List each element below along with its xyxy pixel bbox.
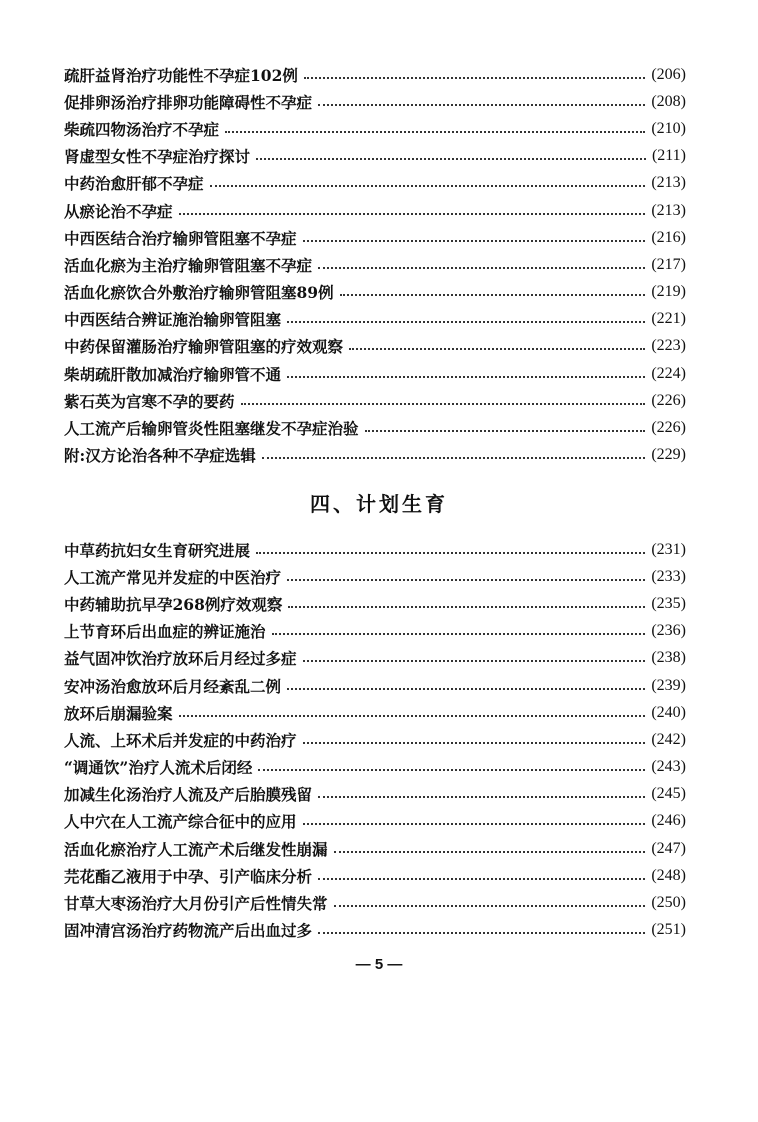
toc-entry-page: (231) <box>651 540 686 558</box>
toc-entry-title: 上节育环后出血症的辨证施治 <box>64 622 266 642</box>
dot-leader <box>179 213 646 215</box>
toc-entry <box>64 360 686 387</box>
dot-leader <box>303 240 646 242</box>
toc-entry <box>64 590 686 617</box>
toc-entry-page: (250) <box>651 894 686 912</box>
dot-leader <box>318 267 645 269</box>
dot-leader <box>318 796 645 798</box>
dot-leader <box>303 823 646 825</box>
dot-leader <box>303 742 646 744</box>
toc-entry-title: 从瘀论治不孕症 <box>64 201 173 221</box>
dot-leader <box>258 769 645 771</box>
toc-entry-title: 益气固冲饮治疗放环后月经过多症 <box>64 649 297 669</box>
dot-leader <box>303 660 646 662</box>
toc-entry <box>64 61 686 88</box>
dot-leader <box>340 294 646 296</box>
toc-entry <box>64 808 686 835</box>
dot-leader <box>318 104 645 106</box>
dot-leader <box>287 321 645 323</box>
toc-entry <box>64 414 686 441</box>
toc-entry <box>64 88 686 115</box>
toc-entry-page: (251) <box>651 921 686 939</box>
page-number: — 5 — <box>355 956 403 973</box>
toc-entry-page: (233) <box>651 567 686 585</box>
toc-entry-page: (217) <box>651 255 686 273</box>
toc-entry-page: (238) <box>651 649 686 667</box>
toc-entry <box>64 618 686 645</box>
toc-entry-title: 固冲清宫汤治疗药物流产后出血过多 <box>64 921 313 941</box>
dot-leader <box>272 633 646 635</box>
toc-entry <box>64 442 686 469</box>
dot-leader <box>241 403 646 405</box>
toc-entry-title: 安冲汤治愈放环后月经紊乱二例 <box>64 676 282 696</box>
dot-leader <box>287 376 645 378</box>
dot-leader <box>334 851 646 853</box>
dot-leader <box>318 878 645 880</box>
dot-leader <box>256 552 645 554</box>
toc-entry-page: (239) <box>651 676 686 694</box>
toc-entry-title: 活血化瘀治疗人工流产术后继发性崩漏 <box>64 839 328 859</box>
toc-entry <box>64 699 686 726</box>
toc-entry-page: (216) <box>651 228 686 246</box>
toc-entry-title: 肾虚型女性不孕症治疗探讨 <box>64 147 251 167</box>
toc-entry-title: 甘草大枣汤治疗大月份引产后性情失常 <box>64 894 328 914</box>
dot-leader <box>287 579 645 581</box>
toc-entry <box>64 645 686 672</box>
toc-entry-page: (235) <box>651 594 686 612</box>
toc-entry <box>64 197 686 224</box>
toc-entry-page: (226) <box>651 419 686 437</box>
toc-entry-title: 柴胡疏肝散加减治疗输卵管不通 <box>64 364 282 384</box>
dot-leader <box>304 77 645 79</box>
toc-entry <box>64 563 686 590</box>
toc-entry-page: (242) <box>651 730 686 748</box>
toc-entry <box>64 143 686 170</box>
toc-entry-page: (221) <box>651 310 686 328</box>
toc-entry-page: (219) <box>651 283 686 301</box>
toc-entry <box>64 862 686 889</box>
toc-entry-page: (243) <box>651 758 686 776</box>
toc-entry-page: (211) <box>651 147 686 165</box>
toc-entry-page: (206) <box>651 65 686 83</box>
toc-entry-title: 中西医结合治疗输卵管阻塞不孕症 <box>64 228 297 248</box>
toc-entry <box>64 251 686 278</box>
toc-entry-title: 活血化瘀饮合外敷治疗输卵管阻塞89例 <box>64 283 334 303</box>
toc-entry-page: (245) <box>651 785 686 803</box>
toc-entry-page: (229) <box>651 446 686 464</box>
toc-entry-title: 柴疏四物汤治疗不孕症 <box>64 119 220 139</box>
dot-leader <box>318 932 645 934</box>
toc-entry-page: (248) <box>651 866 686 884</box>
toc-entry-title: 中草药抗妇女生育研究进展 <box>64 540 251 560</box>
toc-entry-page: (208) <box>651 92 686 110</box>
toc-entry-title: 人流、上环术后并发症的中药治疗 <box>64 730 297 750</box>
toc-entry-title: 加减生化汤治疗人流及产后胎膜残留 <box>64 785 313 805</box>
toc-entry <box>64 889 686 916</box>
toc-entry-title: 放环后崩漏验案 <box>64 703 173 723</box>
toc-entry-page: (226) <box>651 391 686 409</box>
toc-entry <box>64 672 686 699</box>
toc-entry-title: 人工流产后输卵管炎性阻塞继发不孕症治验 <box>64 419 359 439</box>
toc-entry-title: 人中穴在人工流产综合征中的应用 <box>64 812 297 832</box>
toc-entry <box>64 917 686 944</box>
toc-entry <box>64 170 686 197</box>
toc-entry <box>64 306 686 333</box>
dot-leader <box>288 606 645 608</box>
dot-leader <box>179 715 646 717</box>
toc-entry-title: “调通饮”治疗人流术后闭经 <box>64 758 253 778</box>
toc-entry-title: 促排卵汤治疗排卵功能障碍性不孕症 <box>64 92 313 112</box>
toc-entry <box>64 115 686 142</box>
dot-leader <box>365 430 646 432</box>
toc-entry <box>64 536 686 563</box>
toc-entry <box>64 333 686 360</box>
toc-entry-page: (246) <box>651 812 686 830</box>
toc-entry-title: 中药治愈肝郁不孕症 <box>64 174 204 194</box>
toc-entry-page: (213) <box>651 174 686 192</box>
dot-leader <box>349 348 645 350</box>
toc-entry <box>64 835 686 862</box>
toc-entry <box>64 387 686 414</box>
toc-entry-title: 芫花酯乙液用于中孕、引产临床分析 <box>64 866 313 886</box>
toc-entry-page: (240) <box>651 703 686 721</box>
dot-leader <box>225 131 645 133</box>
dot-leader <box>262 457 646 459</box>
toc-list-family-planning <box>64 536 686 944</box>
dot-leader <box>210 185 646 187</box>
dot-leader <box>256 158 646 160</box>
toc-entry-page: (236) <box>651 622 686 640</box>
toc-entry-title: 活血化瘀为主治疗输卵管阻塞不孕症 <box>64 255 313 275</box>
toc-entry-page: (223) <box>651 337 686 355</box>
toc-list-infertility <box>64 61 686 469</box>
toc-entry <box>64 279 686 306</box>
toc-entry-title: 中药保留灌肠治疗输卵管阻塞的疗效观察 <box>64 337 344 357</box>
toc-entry-title: 疏肝益肾治疗功能性不孕症102例 <box>64 65 298 85</box>
toc-entry-page: (210) <box>651 119 686 137</box>
toc-entry-title: 人工流产常见并发症的中医治疗 <box>64 567 282 587</box>
dot-leader <box>287 688 645 690</box>
toc-entry-title: 附:汉方论治各种不孕症选辑 <box>64 446 256 466</box>
toc-entry <box>64 754 686 781</box>
dot-leader <box>334 905 646 907</box>
toc-entry-title: 中西医结合辨证施治输卵管阻塞 <box>64 310 282 330</box>
toc-entry-title: 中药辅助抗早孕268例疗效观察 <box>64 594 283 614</box>
toc-entry-page: (213) <box>651 201 686 219</box>
toc-entry <box>64 224 686 251</box>
toc-entry-page: (224) <box>651 364 686 382</box>
toc-entry-title: 紫石英为宫寒不孕的要药 <box>64 391 235 411</box>
toc-entry <box>64 726 686 753</box>
toc-entry <box>64 781 686 808</box>
toc-entry-page: (247) <box>651 839 686 857</box>
section-heading: 四、计划生育 <box>310 492 448 516</box>
